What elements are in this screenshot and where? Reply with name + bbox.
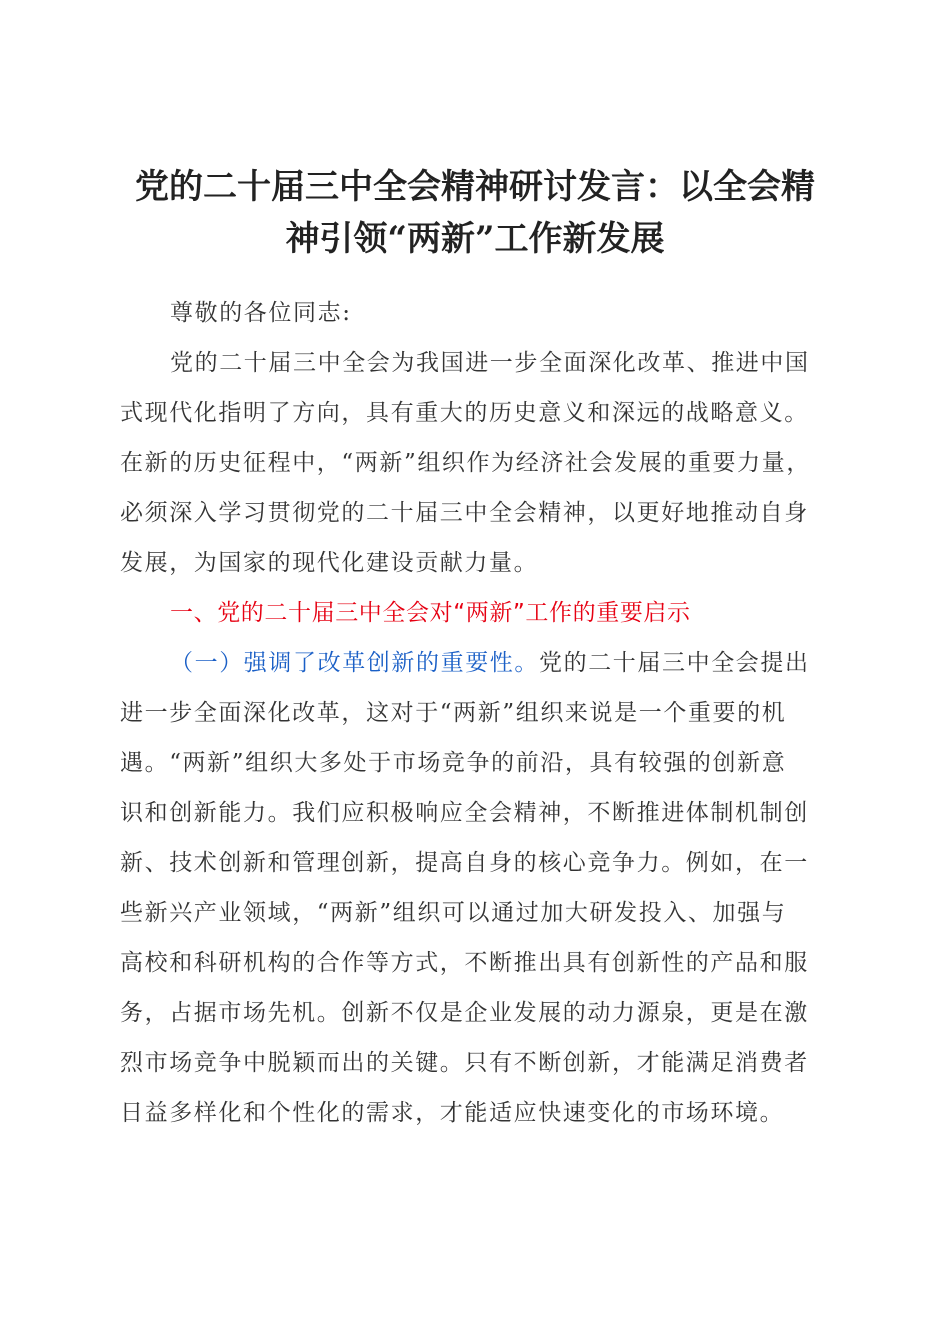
intro-line: 党的二十届三中全会为我国进一步全面深化改革、推进中国 bbox=[170, 350, 810, 376]
intro-line: 在新的历史征程中，“两新”组织作为经济社会发展的重要力量， bbox=[120, 450, 811, 476]
body-line: 遇。“两新”组织大多处于市场竞争的前沿，具有较强的创新意 bbox=[120, 750, 787, 776]
document-title-line-2: 神引领“两新”工作新发展 bbox=[285, 219, 665, 259]
document-title-line-1: 党的二十届三中全会精神研讨发言：以全会精 bbox=[135, 167, 815, 207]
body-line: 烈市场竞争中脱颖而出的关键。只有不断创新，才能满足消费者 bbox=[120, 1050, 809, 1076]
subsection-first-line-text: 党的二十届三中全会提出 bbox=[539, 650, 810, 676]
body-line: 识和创新能力。我们应积极响应全会精神，不断推进体制机制创 bbox=[120, 800, 809, 826]
subsection-heading-1: （一）强调了改革创新的重要性。 bbox=[170, 650, 539, 676]
salutation: 尊敬的各位同志: bbox=[170, 300, 352, 326]
intro-line: 式现代化指明了方向，具有重大的历史意义和深远的战略意义。 bbox=[120, 400, 809, 426]
body-line: 些新兴产业领域，“两新”组织可以通过加大研发投入、加强与 bbox=[120, 900, 787, 926]
body-line: 日益多样化和个性化的需求，才能适应快速变化的市场环境。 bbox=[120, 1100, 785, 1126]
subsection-first-line bbox=[170, 643, 830, 683]
body-line: 高校和科研机构的合作等方式，不断推出具有创新性的产品和服 bbox=[120, 950, 809, 976]
body-line: 进一步全面深化改革，这对于“两新”组织来说是一个重要的机 bbox=[120, 700, 787, 726]
intro-line: 必须深入学习贯彻党的二十届三中全会精神，以更好地推动自身 bbox=[120, 500, 809, 526]
body-line: 新、技术创新和管理创新，提高自身的核心竞争力。例如，在一 bbox=[120, 850, 809, 876]
section-heading-1: 一、党的二十届三中全会对“两新”工作的重要启示 bbox=[170, 600, 691, 626]
body-line: 务，占据市场先机。创新不仅是企业发展的动力源泉，更是在激 bbox=[120, 1000, 809, 1026]
intro-line: 发展，为国家的现代化建设贡献力量。 bbox=[120, 550, 539, 576]
